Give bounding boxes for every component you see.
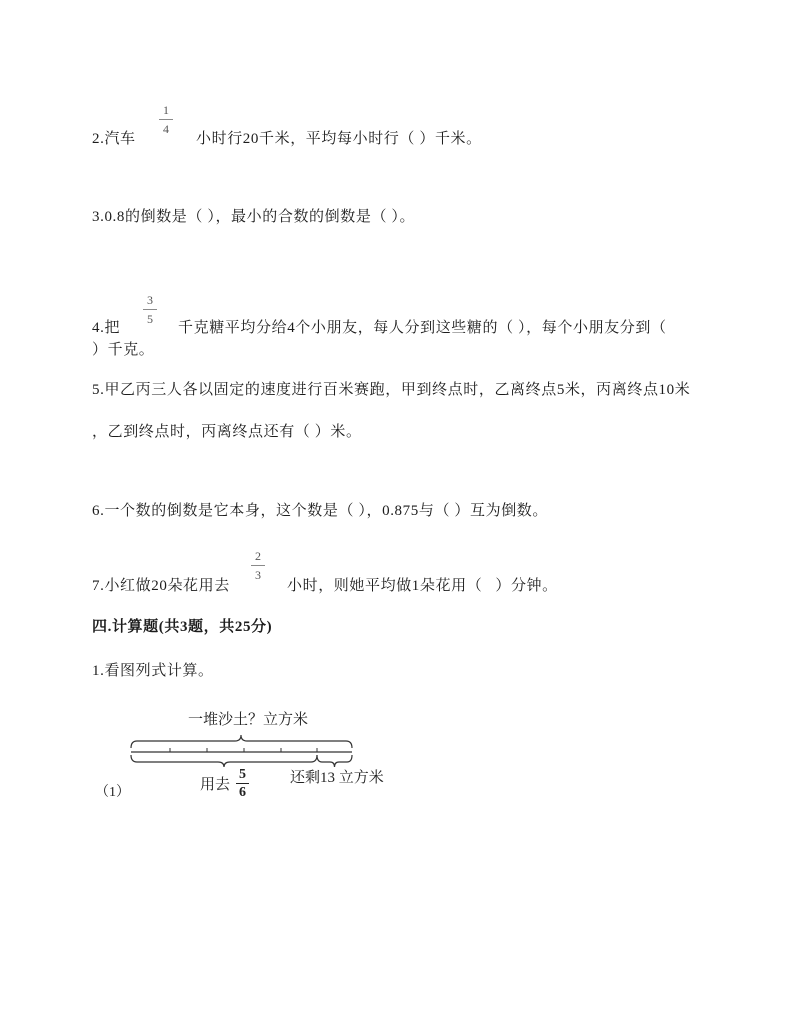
diagram-used-fraction — [236, 767, 249, 800]
fraction-denominator: 3 — [255, 568, 261, 582]
question-5-line-2: ，乙到终点时，丙离终点还有（ ）米。 — [92, 424, 362, 440]
fraction-bar — [143, 309, 157, 310]
calc-question-1: 1.看图列式计算。 — [92, 663, 214, 679]
used-brace — [131, 755, 317, 767]
fraction-denominator: 4 — [163, 122, 169, 136]
fraction-bar — [251, 565, 265, 566]
diagram-used-label: 用去 — [200, 777, 231, 793]
diagram-total-label: 一堆沙土？立方米 — [188, 712, 309, 728]
fraction-bar — [236, 783, 249, 784]
question-4-suffix: 千克糖平均分给4个小朋友，每人分到这些糖的（ ），每个小朋友分到（ — [178, 320, 667, 336]
fraction-numerator: 1 — [163, 103, 169, 117]
question-4-prefix: 4.把 — [92, 320, 121, 336]
fraction-numerator: 3 — [147, 293, 153, 307]
question-7-prefix: 7.小红做20朵花用去 — [92, 578, 230, 594]
top-brace — [131, 735, 352, 748]
question-7-fraction — [251, 548, 265, 583]
question-4-fraction — [143, 292, 157, 327]
fraction-bar — [159, 119, 173, 120]
question-4-continuation: ）千克。 — [92, 342, 155, 358]
question-2-fraction — [159, 102, 173, 137]
question-2-prefix: 2.汽车 — [92, 131, 136, 147]
line-segment-diagram — [125, 730, 360, 772]
question-2-suffix: 小时行20千米，平均每小时行（ ）千米。 — [196, 131, 482, 147]
question-7-suffix: 小时，则她平均做1朵花用（ ）分钟。 — [287, 578, 558, 594]
remaining-brace — [317, 755, 352, 767]
section-heading: 四.计算题(共3题，共25分) — [92, 619, 273, 635]
question-3: 3.0.8的倒数是（ ），最小的合数的倒数是（ ）。 — [92, 209, 416, 225]
diagram-remaining-label: 还剩13 立方米 — [290, 770, 384, 786]
question-5-line-1: 5.甲乙丙三人各以固定的速度进行百米赛跑，甲到终点时，乙离终点5米，丙离终点10米 — [92, 382, 691, 398]
fraction-denominator: 6 — [239, 785, 246, 800]
fraction-denominator: 5 — [147, 312, 153, 326]
fraction-numerator: 5 — [239, 767, 246, 782]
question-6: 6.一个数的倒数是它本身，这个数是（ ），0.875与（ ）互为倒数。 — [92, 503, 549, 519]
diagram-item-label: （1） — [95, 785, 130, 800]
fraction-numerator: 2 — [255, 549, 261, 563]
